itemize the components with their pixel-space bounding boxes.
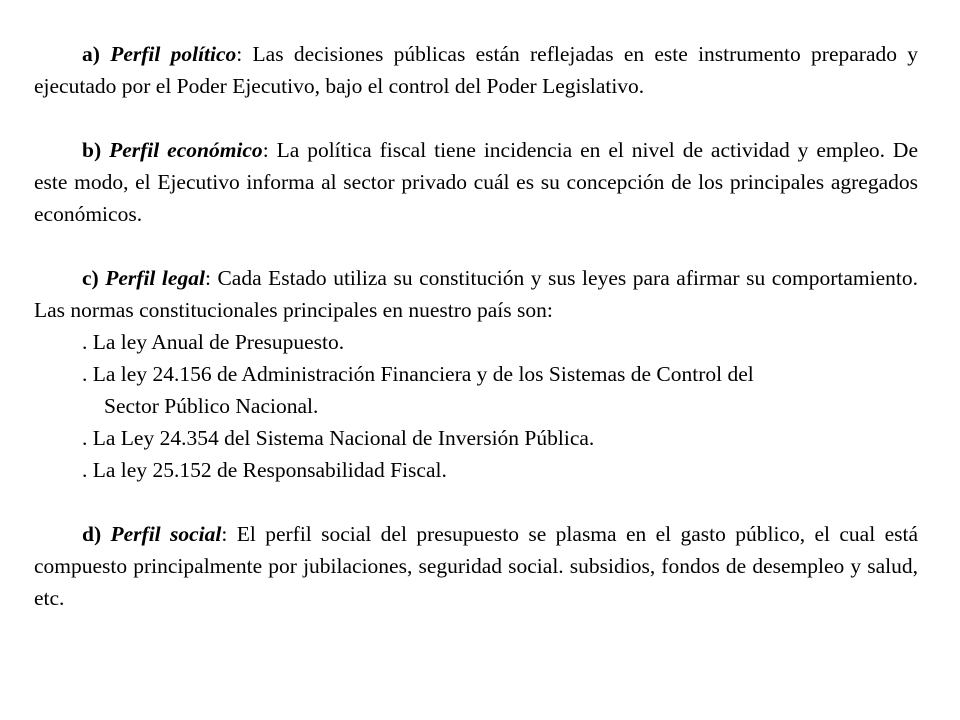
paragraph-perfil-politico: [34, 38, 918, 102]
list-item: . La ley Anual de Presupuesto.: [82, 330, 345, 354]
term-perfil-social: Perfil social: [110, 522, 222, 546]
paragraph-perfil-legal: [34, 262, 918, 326]
term-perfil-legal: Perfil legal: [105, 266, 205, 290]
document-page: [34, 38, 918, 646]
paragraph-text-b: : La política fiscal tiene incidencia en el nivel de actividad y empleo. De este modo, el Ejecutivo informa al sector privado cuál es su concepción de los principales agregados económicos.: [34, 138, 918, 226]
paragraph-text-d: : El perfil social del presupuesto se plasma en el gasto público, el cual está compuesto principalmente por jubilaciones, seguridad social. subsidios, fondos de desempleo y salud, etc.: [34, 522, 918, 610]
legal-norms-list: [34, 326, 918, 486]
term-perfil-politico: Perfil político: [110, 42, 237, 66]
paragraph-text-a: : Las decisiones públicas están reflejadas en este instrumento preparado y ejecutado por el Poder Ejecutivo, bajo el control del Poder Legislativo.: [34, 42, 918, 98]
section-label-b: b) Perfil económico: [82, 138, 263, 162]
section-label-a: a) Perfil político: [82, 42, 237, 66]
section-label-c: c) Perfil legal: [82, 266, 205, 290]
section-label-d: d) Perfil social: [82, 522, 222, 546]
paragraph-perfil-economico: [34, 134, 918, 230]
term-perfil-economico: Perfil económico: [109, 138, 263, 162]
list-item: . La ley 25.152 de Responsabilidad Fiscal.: [82, 458, 447, 482]
list-item: . La Ley 24.354 del Sistema Nacional de Inversión Pública.: [82, 426, 595, 450]
list-item: . La ley 24.156 de Administración Financiera y de los Sistemas de Control del Sector Público Nacional.: [34, 358, 918, 422]
paragraph-perfil-social: [34, 518, 918, 614]
list-item-continuation: Sector Público Nacional.: [104, 394, 319, 418]
paragraph-text-c: : Cada Estado utiliza su constitución y sus leyes para afirmar su comportamiento. Las normas constitucionales principales en nuestro país son:: [34, 266, 919, 322]
